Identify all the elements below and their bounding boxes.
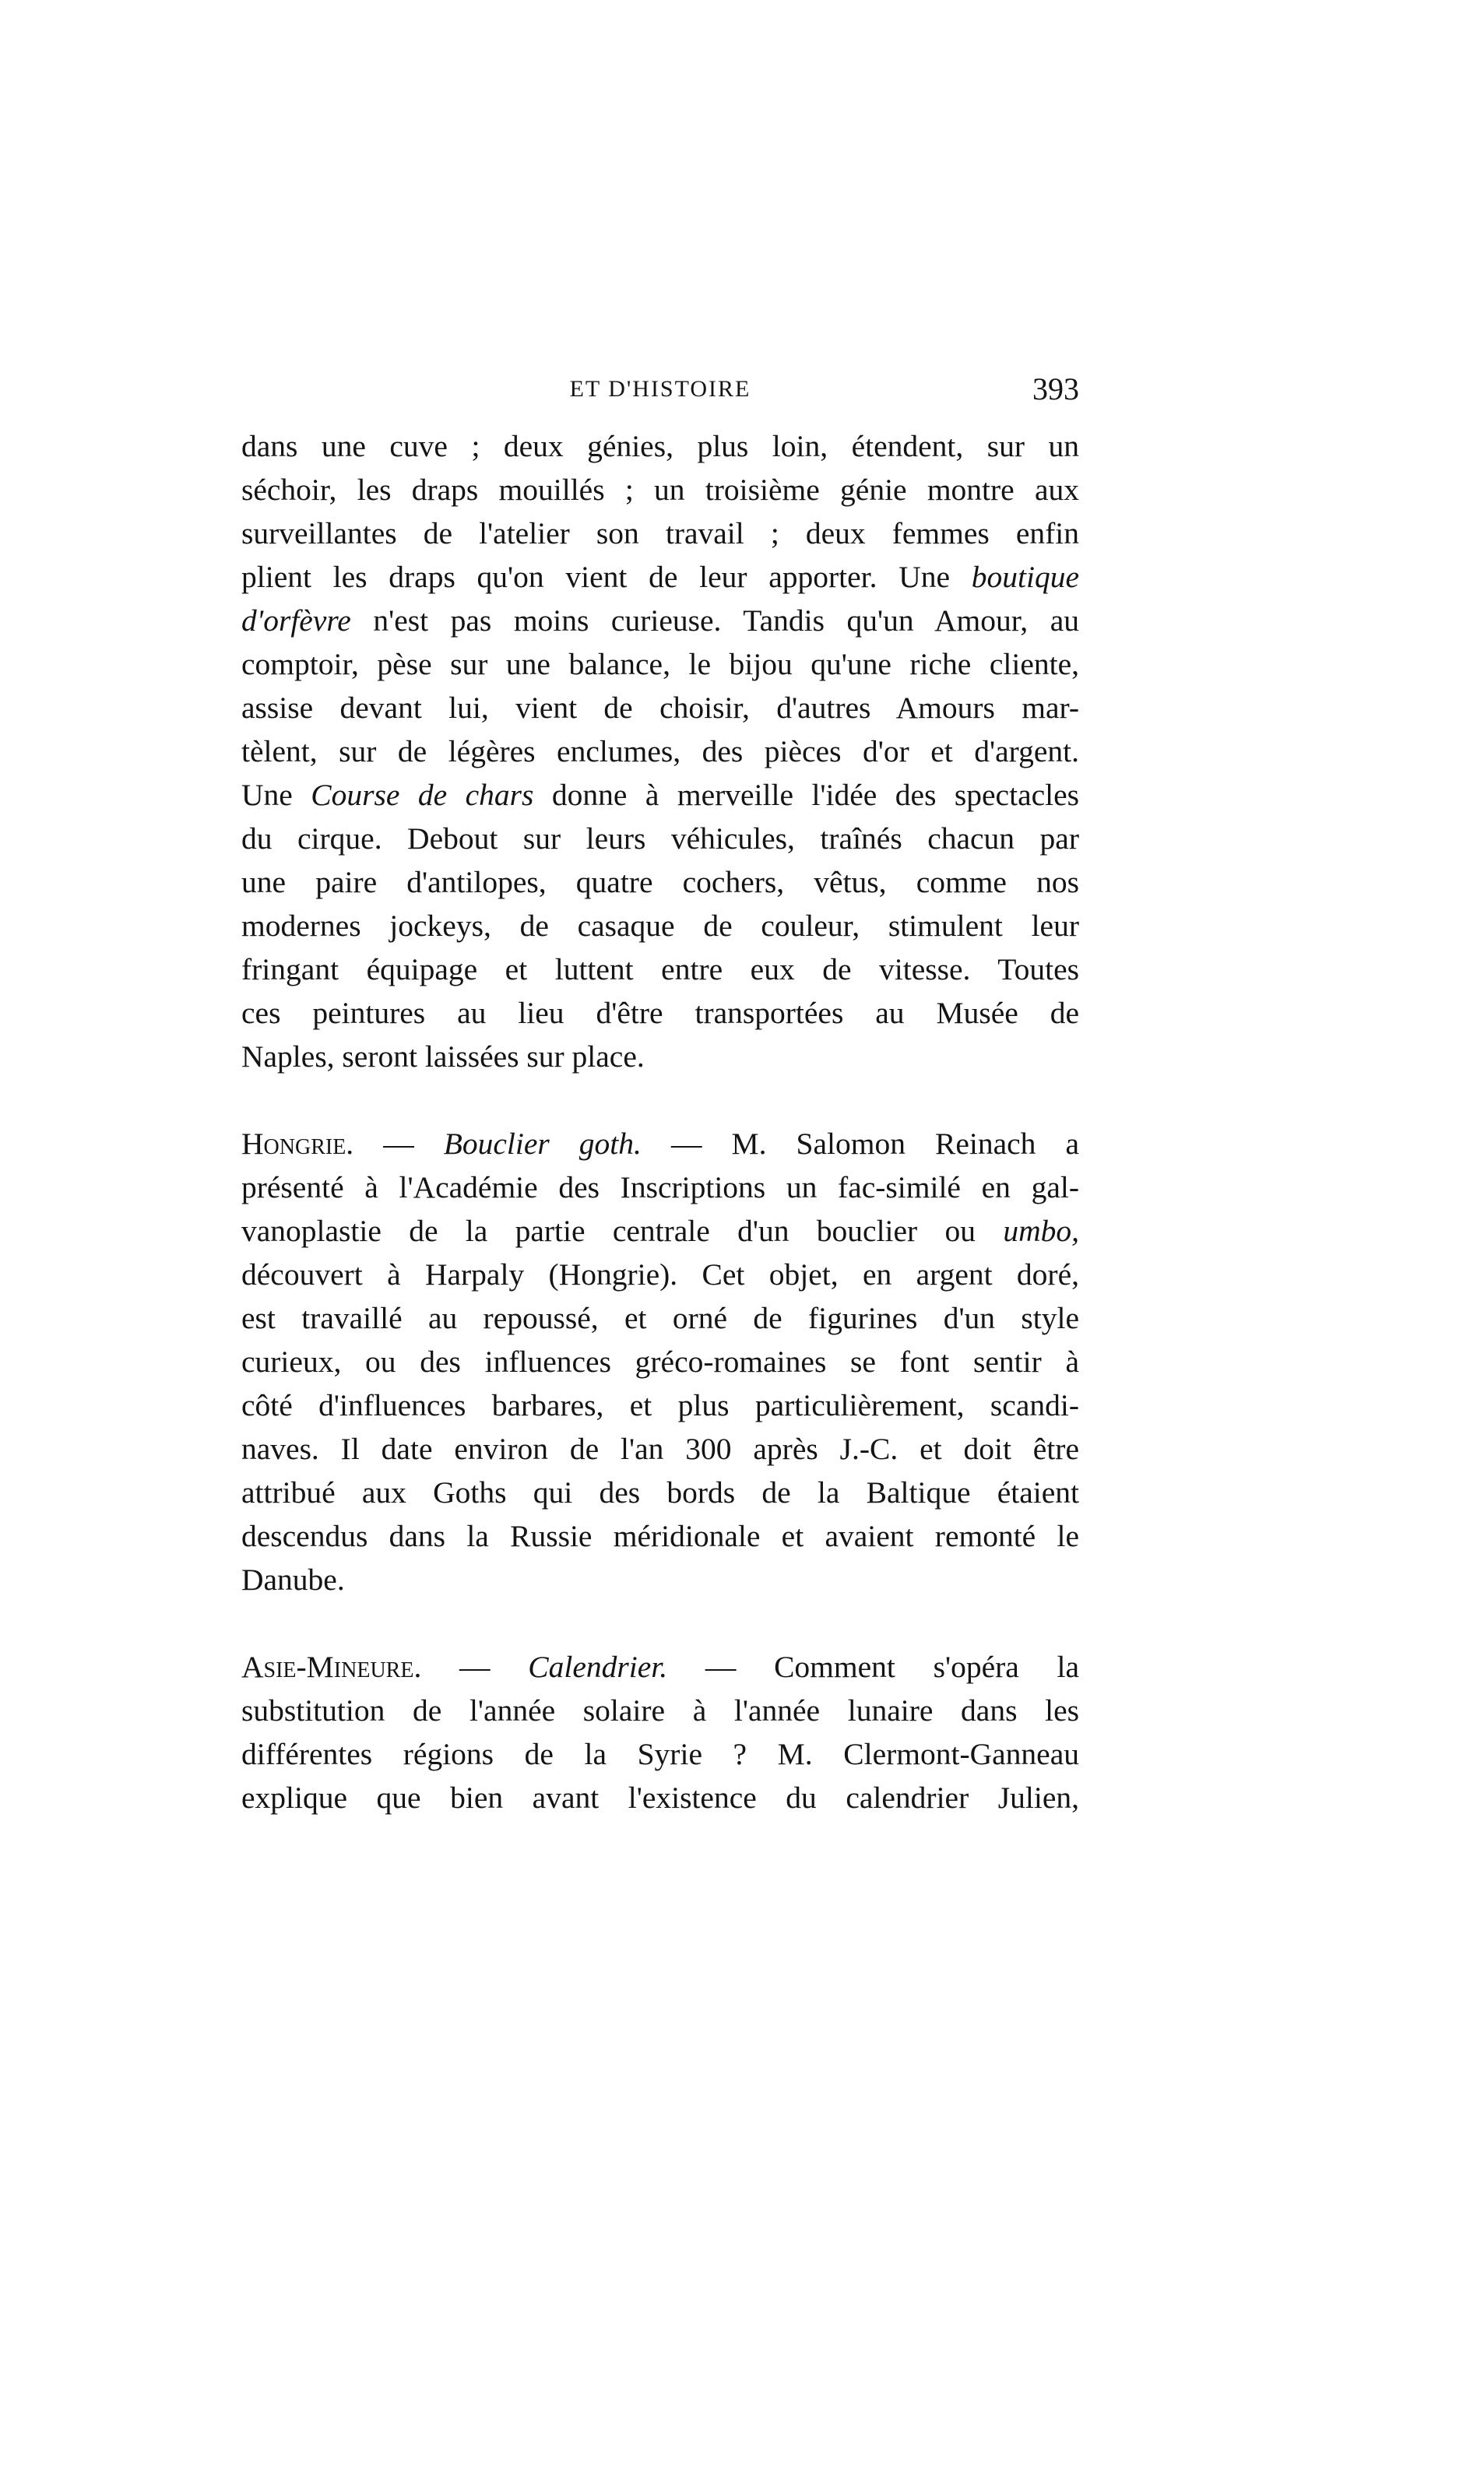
- text-line: curieux, ou des influences gréco-romaines se font sentir à: [241, 1345, 1079, 1379]
- text-line: substitution de l'année solaire à l'année lunaire dans les: [241, 1693, 1079, 1728]
- text-segment: Une: [241, 778, 293, 812]
- page-number: 393: [1032, 371, 1079, 406]
- dash: —: [667, 1650, 775, 1684]
- text-line: explique que bien avant l'existence du calendrier Julien,: [241, 1781, 1079, 1815]
- text-segment: Comment s'opéra la: [774, 1650, 1080, 1684]
- italic-term: umbo,: [1003, 1214, 1079, 1248]
- text-line: du cirque. Debout sur leurs véhicules, traînés chacun par: [241, 821, 1079, 856]
- text-line: surveillantes de l'atelier son travail ; deux femmes enfin: [241, 516, 1079, 550]
- text-line: attribué aux Goths qui des bords de la Baltique étaient: [241, 1475, 1079, 1510]
- section-subject: Bouclier goth.: [443, 1127, 642, 1161]
- text-line: assise devant lui, vient de choisir, d'autres Amours mar-: [241, 691, 1079, 725]
- dash: —: [353, 1127, 444, 1161]
- text-segment: plient les draps qu'on vient de leur apporter. Une: [241, 560, 951, 594]
- text-line: côté d'influences barbares, et plus particulièrement, scandi-: [241, 1388, 1079, 1422]
- text-line: [241, 1122, 1079, 1165]
- text-line: [241, 555, 1079, 599]
- text-line: [241, 1209, 1079, 1253]
- text-segment: donne à merveille l'idée des spectacles: [551, 778, 1080, 812]
- text-line: descendus dans la Russie méridionale et avaient remonté le: [241, 1519, 1079, 1553]
- text-line: fringant équipage et luttent entre eux de vitesse. Toutes: [241, 952, 1079, 986]
- text-line: [241, 773, 1079, 817]
- paragraph-asie-mineure: [241, 1645, 1079, 1819]
- section-heading: Hongrie.: [241, 1127, 354, 1161]
- text-line: différentes régions de la Syrie ? M. Clermont-Ganneau: [241, 1737, 1079, 1771]
- dash: —: [641, 1127, 732, 1161]
- page-body: [241, 424, 1079, 1819]
- paragraph-hongrie: [241, 1122, 1079, 1601]
- text-line: naves. Il date environ de l'an 300 après J.-C. et doit être: [241, 1432, 1079, 1466]
- text-segment: n'est pas moins curieuse. Tandis qu'un Amour, au: [373, 603, 1079, 638]
- text-line: présenté à l'Académie des Inscriptions un fac-similé en gal-: [241, 1170, 1079, 1204]
- running-title: ET D'HISTOIRE: [569, 376, 751, 402]
- text-line: une paire d'antilopes, quatre cochers, vêtus, comme nos: [241, 865, 1079, 899]
- italic-term: d'orfèvre: [241, 603, 351, 638]
- running-head: [241, 366, 1079, 413]
- text-line: ces peintures au lieu d'être transportées au Musée de: [241, 996, 1079, 1030]
- text-line: [241, 599, 1079, 642]
- italic-term: Course de chars: [311, 778, 534, 812]
- text-segment: M. Salomon Reinach a: [731, 1127, 1079, 1161]
- dash: —: [421, 1650, 529, 1684]
- text-line: séchoir, les draps mouillés ; un troisième génie montre aux: [241, 473, 1079, 507]
- text-line: découvert à Harpaly (Hongrie). Cet objet, en argent doré,: [241, 1257, 1079, 1292]
- section-heading: Asie-Mineure.: [241, 1650, 422, 1684]
- text-line: dans une cuve ; deux génies, plus loin, étendent, sur un: [241, 429, 1079, 463]
- paragraph-gap: [241, 1078, 1079, 1122]
- paragraph-gap: [241, 1601, 1079, 1645]
- text-line: [241, 1645, 1079, 1689]
- paragraph-fresco-descriptions: [241, 424, 1079, 1078]
- text-line: comptoir, pèse sur une balance, le bijou qu'une riche cliente,: [241, 647, 1079, 681]
- text-line: Danube.: [241, 1563, 345, 1597]
- text-line: Naples, seront laissées sur place.: [241, 1039, 645, 1074]
- text-line: tèlent, sur de légères enclumes, des pièces d'or et d'argent.: [241, 734, 1079, 768]
- italic-term: boutique: [971, 560, 1080, 594]
- text-segment: vanoplastie de la partie centrale d'un bouclier ou: [241, 1214, 976, 1248]
- section-subject: Calendrier.: [528, 1650, 668, 1684]
- text-line: est travaillé au repoussé, et orné de figurines d'un style: [241, 1301, 1079, 1335]
- text-line: modernes jockeys, de casaque de couleur, stimulent leur: [241, 909, 1079, 943]
